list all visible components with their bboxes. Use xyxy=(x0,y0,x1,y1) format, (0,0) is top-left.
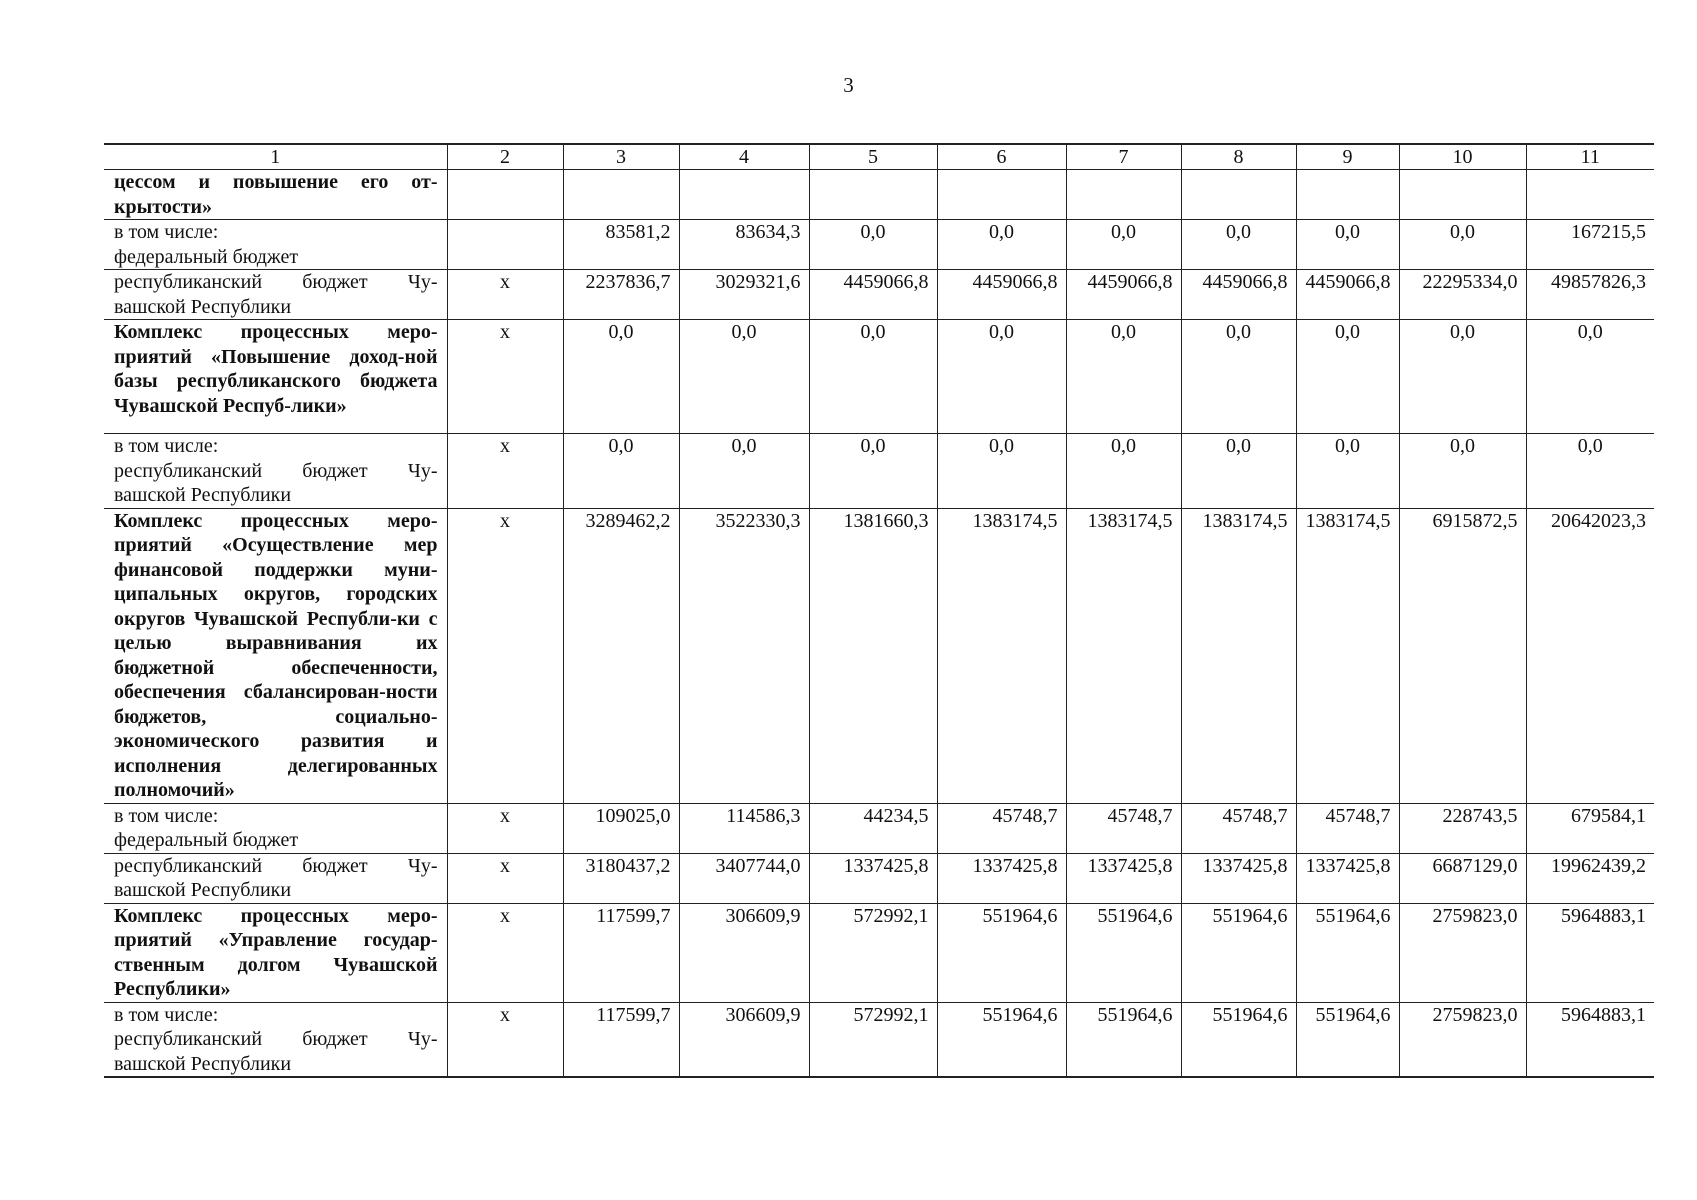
value-cell: 679584,1 xyxy=(1526,803,1654,853)
value-cell xyxy=(1526,170,1654,220)
value-cell: 45748,7 xyxy=(1296,803,1399,853)
row-name-label: федеральный бюджет xyxy=(114,245,299,268)
value-cell: 20642023,3 xyxy=(1526,508,1654,803)
value-cell: 0,0 xyxy=(1399,220,1526,270)
table-row xyxy=(104,434,1654,509)
column-header: 6 xyxy=(937,144,1066,170)
column-header: 3 xyxy=(563,144,679,170)
row-name-label: республиканский бюджет Чу-вашской Республики xyxy=(114,1028,438,1075)
value-cell: 1337425,8 xyxy=(1181,853,1296,903)
column-header: 10 xyxy=(1399,144,1526,170)
row-name-label: Комплекс процессных меро-приятий «Повышение доход-ной базы республиканского бюджета Чувашской Респуб-лики» xyxy=(114,321,438,417)
value-cell: 551964,6 xyxy=(1066,903,1181,1002)
value-cell: 0,0 xyxy=(1526,320,1654,434)
value-cell: 4459066,8 xyxy=(1296,270,1399,320)
value-cell: 0,0 xyxy=(1296,220,1399,270)
mark-cell: x xyxy=(447,508,563,803)
row-name-label: федеральный бюджет xyxy=(114,829,299,851)
value-cell: 551964,6 xyxy=(1181,903,1296,1002)
mark-cell: x xyxy=(447,320,563,434)
row-name-cell xyxy=(104,508,447,803)
value-cell: 0,0 xyxy=(1066,434,1181,509)
value-cell: 117599,7 xyxy=(563,903,679,1002)
table-row xyxy=(104,853,1654,903)
column-header: 9 xyxy=(1296,144,1399,170)
value-cell: 0,0 xyxy=(679,320,809,434)
mark-cell xyxy=(447,220,563,270)
value-cell xyxy=(1181,170,1296,220)
value-cell: 0,0 xyxy=(1526,434,1654,509)
value-cell: 0,0 xyxy=(1181,320,1296,434)
value-cell: 2759823,0 xyxy=(1399,903,1526,1002)
value-cell: 572992,1 xyxy=(809,903,937,1002)
value-cell: 551964,6 xyxy=(937,1002,1066,1077)
value-cell: 44234,5 xyxy=(809,803,937,853)
row-name-cell xyxy=(104,170,447,220)
value-cell: 4459066,8 xyxy=(809,270,937,320)
mark-cell: x xyxy=(447,434,563,509)
value-cell: 0,0 xyxy=(809,220,937,270)
table-row xyxy=(104,903,1654,1002)
value-cell: 2237836,7 xyxy=(563,270,679,320)
table-row xyxy=(104,803,1654,853)
value-cell: 22295334,0 xyxy=(1399,270,1526,320)
table-row xyxy=(104,508,1654,803)
page-number: 3 xyxy=(843,73,854,97)
column-header: 2 xyxy=(447,144,563,170)
column-header: 1 xyxy=(104,144,447,170)
subheading-label: в том числе: xyxy=(114,221,219,243)
value-cell: 5964883,1 xyxy=(1526,1002,1654,1077)
value-cell xyxy=(809,170,937,220)
column-header: 4 xyxy=(679,144,809,170)
value-cell: 551964,6 xyxy=(1181,1002,1296,1077)
value-cell: 0,0 xyxy=(1296,320,1399,434)
value-cell: 2759823,0 xyxy=(1399,1002,1526,1077)
value-cell: 0,0 xyxy=(1181,220,1296,270)
table-row xyxy=(104,1002,1654,1077)
mark-cell: x xyxy=(447,1002,563,1077)
value-cell: 0,0 xyxy=(937,434,1066,509)
value-cell: 3407744,0 xyxy=(679,853,809,903)
value-cell xyxy=(1066,170,1181,220)
table-row xyxy=(104,220,1654,270)
value-cell: 0,0 xyxy=(1296,434,1399,509)
value-cell: 551964,6 xyxy=(1296,903,1399,1002)
value-cell: 4459066,8 xyxy=(1181,270,1296,320)
value-cell: 0,0 xyxy=(563,434,679,509)
value-cell: 5964883,1 xyxy=(1526,903,1654,1002)
row-name-label: Комплекс процессных меро-приятий «Осуществление мер финансовой поддержки муни-ципальных округов, городских округов Чувашской Республи-ки с целью выравнивания их бюджетной обеспеченности, обеспечения сбалансирован-ности бюджетов, социально-экономического развития и исполнения делегированных полномочий» xyxy=(114,509,438,801)
subheading-label: в том числе: xyxy=(114,1003,219,1026)
value-cell: 4459066,8 xyxy=(1066,270,1181,320)
value-cell: 4459066,8 xyxy=(937,270,1066,320)
value-cell: 6915872,5 xyxy=(1399,508,1526,803)
value-cell: 1337425,8 xyxy=(809,853,937,903)
value-cell: 0,0 xyxy=(809,320,937,434)
value-cell: 109025,0 xyxy=(563,803,679,853)
value-cell: 19962439,2 xyxy=(1526,853,1654,903)
row-name-cell xyxy=(104,320,447,434)
value-cell: 0,0 xyxy=(937,220,1066,270)
column-header: 5 xyxy=(809,144,937,170)
value-cell: 1381660,3 xyxy=(809,508,937,803)
mark-cell: x xyxy=(447,853,563,903)
value-cell: 167215,5 xyxy=(1526,220,1654,270)
value-cell: 45748,7 xyxy=(1066,803,1181,853)
value-cell: 306609,9 xyxy=(679,903,809,1002)
value-cell: 117599,7 xyxy=(563,1002,679,1077)
row-name-cell xyxy=(104,434,447,509)
value-cell: 0,0 xyxy=(563,320,679,434)
row-name-label: республиканский бюджет Чу-вашской Республики xyxy=(114,459,438,506)
value-cell: 3180437,2 xyxy=(563,853,679,903)
value-cell: 1383174,5 xyxy=(1181,508,1296,803)
value-cell: 306609,9 xyxy=(679,1002,809,1077)
value-cell: 0,0 xyxy=(679,434,809,509)
value-cell: 0,0 xyxy=(1399,434,1526,509)
mark-cell: x xyxy=(447,270,563,320)
value-cell: 3029321,6 xyxy=(679,270,809,320)
value-cell: 1383174,5 xyxy=(1296,508,1399,803)
value-cell: 228743,5 xyxy=(1399,803,1526,853)
value-cell: 551964,6 xyxy=(1066,1002,1181,1077)
row-name-cell xyxy=(104,220,447,270)
budget-table xyxy=(104,143,1654,1078)
value-cell: 1337425,8 xyxy=(937,853,1066,903)
value-cell: 572992,1 xyxy=(809,1002,937,1077)
value-cell: 0,0 xyxy=(1181,434,1296,509)
row-name-cell xyxy=(104,1002,447,1077)
subheading-label: в том числе: xyxy=(114,435,219,457)
row-name-label: Комплекс процессных меро-приятий «Управление государ-ственным долгом Чувашской Республики» xyxy=(114,904,438,1000)
column-header: 11 xyxy=(1526,144,1654,170)
value-cell: 0,0 xyxy=(937,320,1066,434)
value-cell: 45748,7 xyxy=(937,803,1066,853)
mark-cell: x xyxy=(447,803,563,853)
value-cell: 83634,3 xyxy=(679,220,809,270)
mark-cell: x xyxy=(447,903,563,1002)
value-cell xyxy=(1296,170,1399,220)
row-name-cell xyxy=(104,270,447,320)
value-cell xyxy=(937,170,1066,220)
value-cell: 83581,2 xyxy=(563,220,679,270)
row-name-label: республиканский бюджет Чу-вашской Республики xyxy=(114,271,438,318)
value-cell: 551964,6 xyxy=(937,903,1066,1002)
value-cell: 45748,7 xyxy=(1181,803,1296,853)
value-cell: 0,0 xyxy=(1066,220,1181,270)
row-name-cell xyxy=(104,903,447,1002)
column-header: 7 xyxy=(1066,144,1181,170)
value-cell: 6687129,0 xyxy=(1399,853,1526,903)
value-cell: 0,0 xyxy=(809,434,937,509)
header-row xyxy=(104,144,1654,170)
value-cell: 49857826,3 xyxy=(1526,270,1654,320)
value-cell xyxy=(679,170,809,220)
value-cell: 1383174,5 xyxy=(937,508,1066,803)
row-name-label: цессом и повышение его от-крытости» xyxy=(114,171,438,218)
value-cell: 1337425,8 xyxy=(1066,853,1181,903)
value-cell xyxy=(1399,170,1526,220)
table-body xyxy=(104,144,1654,1077)
value-cell: 551964,6 xyxy=(1296,1002,1399,1077)
value-cell: 1337425,8 xyxy=(1296,853,1399,903)
subheading-label: в том числе: xyxy=(114,804,219,827)
value-cell: 1383174,5 xyxy=(1066,508,1181,803)
row-name-label: республиканский бюджет Чу-вашской Республики xyxy=(114,854,438,901)
mark-cell xyxy=(447,170,563,220)
value-cell xyxy=(563,170,679,220)
value-cell: 0,0 xyxy=(1399,320,1526,434)
table-row xyxy=(104,320,1654,434)
row-name-cell xyxy=(104,853,447,903)
value-cell: 114586,3 xyxy=(679,803,809,853)
value-cell: 0,0 xyxy=(1066,320,1181,434)
value-cell: 3522330,3 xyxy=(679,508,809,803)
table-row xyxy=(104,170,1654,220)
row-name-cell xyxy=(104,803,447,853)
column-header: 8 xyxy=(1181,144,1296,170)
table-row xyxy=(104,270,1654,320)
value-cell: 3289462,2 xyxy=(563,508,679,803)
